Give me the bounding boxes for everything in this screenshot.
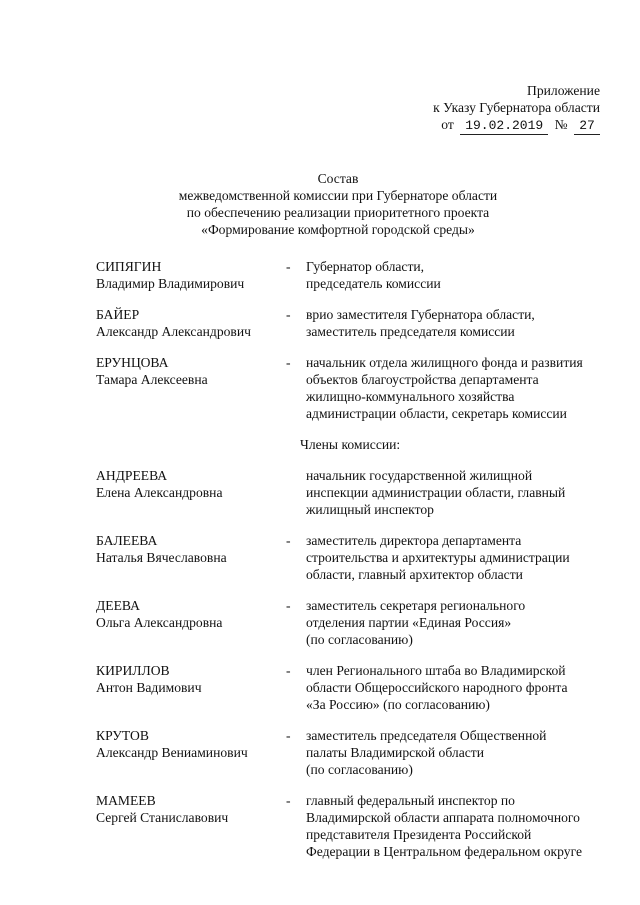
member-role: главный федеральный инспектор по Владимирской области аппарата полномочного представителя Президента Российской Федерации в Центральном федеральном округе [306,793,582,859]
member-entry [96,258,616,292]
appendix-title: Приложение [527,83,600,98]
from-label: от [441,117,454,132]
member-surname: БАЙЕР [96,307,140,322]
member-dash: - [286,355,291,370]
member-dash: - [286,598,291,613]
decree-number-field: 27 [574,118,600,135]
member-dash: - [286,728,291,743]
member-role: заместитель секретаря регионального отделения партии «Единая Россия» (по согласованию) [306,598,526,647]
appendix-decree-reference: к Указу Губернатора области [433,100,600,115]
member-name [96,467,286,501]
member-surname: КРУТОВ [96,728,149,743]
member-given-name: Елена Александровна [96,485,223,500]
commission-composition [96,258,616,874]
member-entry [96,727,616,778]
member-entry [96,467,616,518]
member-role: врио заместителя Губернатора области, заместитель председателя комиссии [306,307,535,339]
member-name [96,354,286,388]
member-surname: АНДРЕЕВА [96,468,168,483]
member-role: Губернатор области, председатель комиссии [306,259,441,291]
member-name [96,258,286,292]
member-surname: ДЕЕВА [96,598,140,613]
member-dash: - [286,793,291,808]
member-surname: МАМЕЕВ [96,793,156,808]
member-dash: - [286,259,291,274]
member-entry [96,792,616,860]
member-dash: - [286,663,291,678]
appendix-block [340,82,600,135]
member-given-name: Александр Александрович [96,324,251,339]
member-given-name: Александр Вениаминович [96,745,248,760]
member-given-name: Тамара Алексеевна [96,372,208,387]
member-entry [96,306,616,340]
member-surname: СИПЯГИН [96,259,162,274]
heading-line-4: «Формирование комфортной городской среды» [201,222,475,237]
member-given-name: Ольга Александровна [96,615,223,630]
member-entry [96,597,616,648]
member-given-name: Сергей Станиславович [96,810,229,825]
member-role: заместитель председателя Общественной палаты Владимирской области (по согласованию) [306,728,547,777]
member-entry [96,354,616,422]
member-role: начальник отдела жилищного фонда и развития объектов благоустройства департамента жилищно-коммунального хозяйства администрации области, секретарь комиссии [306,355,583,421]
member-name [96,727,286,761]
members-label-text: Члены комиссии: [300,437,401,452]
number-sign: № [554,117,568,132]
member-given-name: Владимир Владимирович [96,276,245,291]
document-heading [36,170,640,238]
heading-line-3: по обеспечению реализации приоритетного проекта [186,205,490,220]
member-entry [96,662,616,713]
member-entry [96,532,616,583]
member-name [96,306,286,340]
member-surname: КИРИЛЛОВ [96,663,170,678]
member-dash: - [286,533,291,548]
member-surname: ЕРУНЦОВА [96,355,169,370]
heading-line-2: межведомственной комиссии при Губернаторе области [178,188,498,203]
member-role: начальник государственной жилищной инспекции администрации области, главный жилищный инспектор [306,468,566,517]
member-dash: - [286,307,291,322]
member-given-name: Антон Вадимович [96,680,202,695]
appendix-date-line [340,116,600,135]
member-given-name: Наталья Вячеславовна [96,550,227,565]
members-section-label [300,436,616,453]
decree-date-field: 19.02.2019 [460,118,548,135]
heading-line-1: Состав [317,171,359,186]
member-role: член Регионального штаба во Владимирской области Общероссийского народного фронта «За Россию» (по согласованию) [306,663,568,712]
member-role: заместитель директора департамента строительства и архитектуры администрации области, главный архитектор области [306,533,570,582]
member-surname: БАЛЕЕВА [96,533,158,548]
member-name [96,532,286,566]
member-name [96,597,286,631]
member-name [96,792,286,826]
member-name [96,662,286,696]
